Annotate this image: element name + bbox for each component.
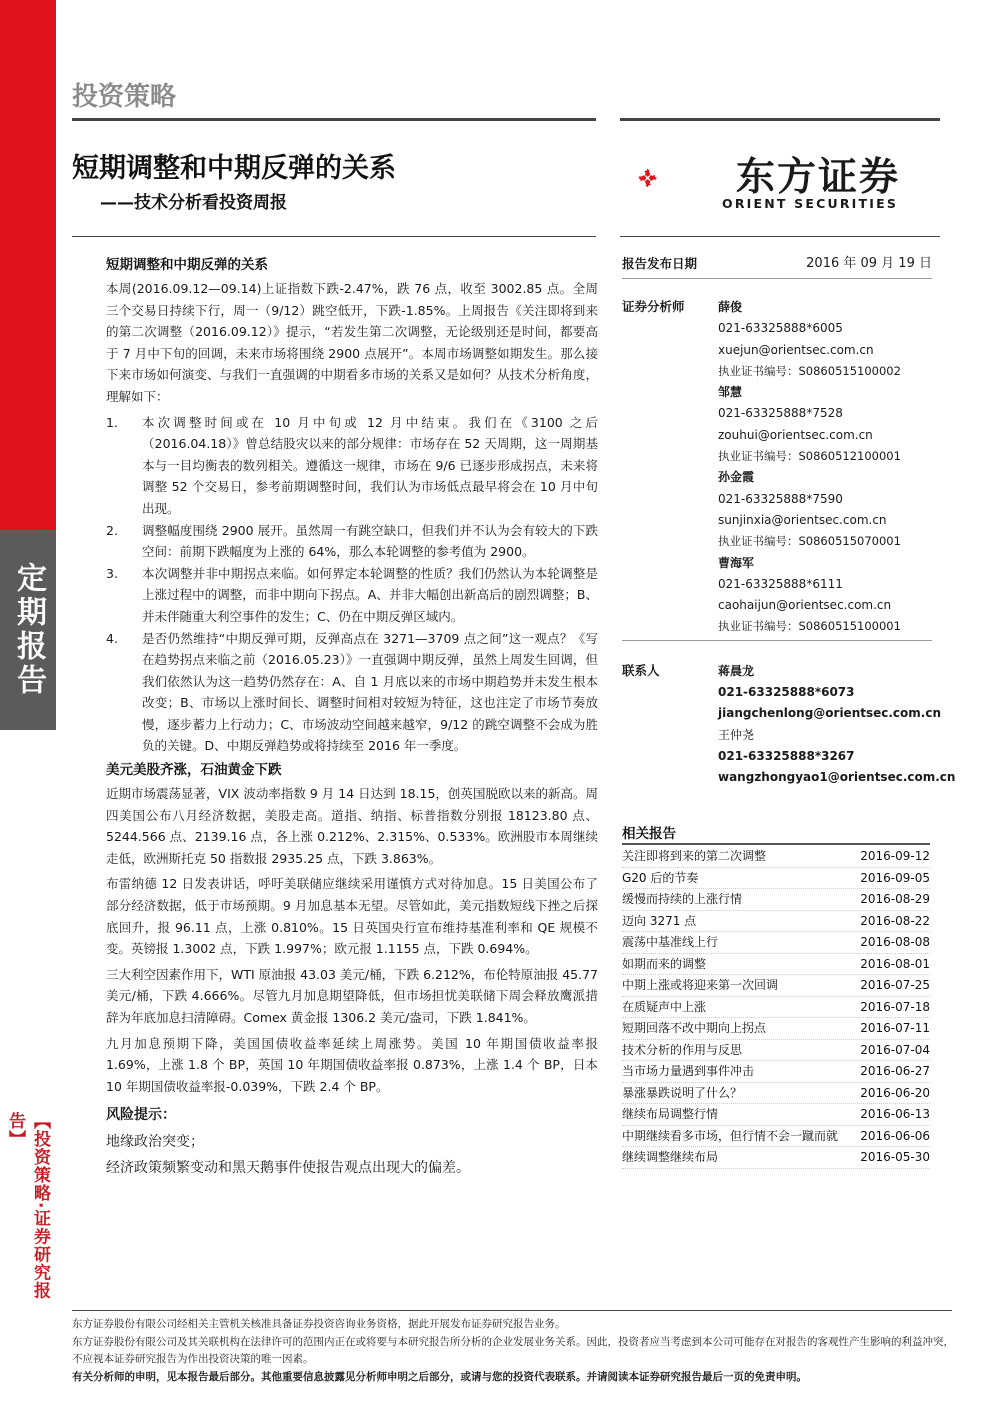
related-report-date: 2016-05-30 <box>860 1150 930 1164</box>
vertical-category-tag: 【投资策略·证券研究报告】 <box>5 1112 50 1300</box>
contact-name: 王仲尧 <box>718 727 755 742</box>
analyst-license: 执业证书编号：S0860515070001 <box>718 534 901 549</box>
related-report-title[interactable]: 当市场力量遇到事件冲击 <box>622 1064 755 1078</box>
related-report-row[interactable] <box>622 1083 930 1105</box>
list-text: 本次调整时间或在 10 月中旬或 12 月中结束。我们在《3100 之后（2016.04.18）》曾总结股灾以来的部分规律：市场存在 52 天周期，这一周期基本与一目均衡表的数列相关。遵循这一规律，市场在 9/6 已逐步形成拐点，未来将调整 52 个交易日，参考前期调整时间，我们认为市场低点最早将会在 10 月中旬出现。 <box>142 414 598 516</box>
related-report-date: 2016-07-25 <box>860 978 930 992</box>
contact-block <box>622 661 956 789</box>
related-report-title[interactable]: 迈向 3271 点 <box>622 913 697 928</box>
side-strip-red <box>0 0 56 530</box>
related-report-row[interactable] <box>622 1147 930 1169</box>
analyst-email[interactable]: sunjinxia@orientsec.com.cn <box>718 512 887 527</box>
report-category: 投资策略 <box>72 82 177 112</box>
related-report-date: 2016-09-12 <box>860 849 930 863</box>
analyst-name: 曹海军 <box>718 555 755 570</box>
header-divider-right <box>620 118 940 121</box>
sidebar <box>622 252 956 789</box>
related-report-title[interactable]: 如期而来的调整 <box>622 956 707 971</box>
report-title: 短期调整和中期反弹的关系 <box>72 153 396 184</box>
section-1-intro: 本周(2016.09.12—09.14)上证指数下跌-2.47%，跌 76 点，收至 3002.85 点。全周三个交易日持续下行，周一（9/12）跳空低开，下跌-1.85%。上周报告《关注即将到来的第二次调整（2016.09.12）》提示，“若发生第二次调整，无论级别还是时间，都要高于 7 月中下旬的回调，未来市场将围绕 2900 点展开”。本周市场调整如期发生。那么接下来市场如何演变、与我们一直强调的中期看多市场的关系又是如何？从技术分析角度，理解如下： <box>106 281 598 404</box>
risk-heading: 风险提示： <box>106 1107 176 1124</box>
footer-line: 东方证券股份有限公司经相关主管机关核准具备证券投资咨询业务资格，据此开展发布证券研究报告业务。 <box>72 1318 566 1330</box>
related-report-date: 2016-07-04 <box>860 1042 930 1057</box>
section-2-paragraph: 九月加息预期下降，美国国债收益率延续上周涨势。美国 10 年期国债收益率报 1.69%，上涨 1.8 个 BP，英国 10 年期国债收益率报 0.873%，上涨 1.4 个 BP，日本 10 年期国债收益率报-0.039%，下跌 2.4 个 BP。 <box>106 1035 598 1094</box>
related-report-date: 2016-09-05 <box>860 870 930 885</box>
analyst-name: 孙金霞 <box>718 470 755 485</box>
section-2-paragraph: 布雷纳德 12 日发表讲话，呼吁美联储应继续采用谨慎方式对待加息。15 日美国公布了部分经济数据，低于市场预期。9 月加息基本无望。尽管如此，美元指数短线下挫之后探底回升，报 96.11 点，上涨 0.810%。15 日英国央行宣布维持基准利率和 QE 规模不变。英镑报 1.3002 点，下跌 1.997%；欧元报 1.1155 点，下跌 0.694%。 <box>106 876 598 957</box>
logo-name: 东方证券 <box>736 155 901 200</box>
related-report-title[interactable]: 暴涨暴跌说明了什么？ <box>622 1085 743 1100</box>
related-report-row[interactable] <box>622 1061 930 1083</box>
related-report-title[interactable]: 继续调整继续布局 <box>622 1150 719 1164</box>
related-report-date: 2016-07-11 <box>860 1021 930 1035</box>
related-report-row[interactable] <box>622 1018 930 1040</box>
publish-date-value: 2016 年 09 月 19 日 <box>806 256 932 271</box>
report-subtitle: ——技术分析看投资周报 <box>100 193 287 213</box>
contact-phone: 021-63325888*6073 <box>718 685 855 700</box>
related-report-title[interactable]: 技术分析的作用与反思 <box>622 1042 743 1057</box>
analyst-divider <box>622 640 932 641</box>
header-divider-left <box>72 118 596 121</box>
related-report-row[interactable] <box>622 1126 930 1148</box>
analyst-phone: 021-63325888*6005 <box>718 321 843 336</box>
list-item <box>106 563 598 628</box>
related-report-date: 2016-08-01 <box>860 956 930 971</box>
viewpoint-list <box>106 412 598 758</box>
related-reports-divider <box>622 843 930 845</box>
related-report-title[interactable]: 中期继续看多市场，但行情不会一蹴而就 <box>622 1128 839 1143</box>
side-vertical-tag <box>5 1112 50 1322</box>
risk-item: 经济政策频繁变动和黑天鹅事件使报告观点出现大的偏差。 <box>106 1160 470 1177</box>
related-report-date: 2016-06-27 <box>860 1064 930 1078</box>
list-number: 2. <box>106 522 118 538</box>
related-report-row[interactable] <box>622 889 930 911</box>
related-reports-title: 相关报告 <box>622 826 676 842</box>
related-report-row[interactable] <box>622 975 930 997</box>
section-2-paragraph: 三大利空因素作用下，WTI 原油报 43.03 美元/桶，下跌 6.212%，布伦特原油报 45.77 美元/桶，下跌 4.666%。尽管九月加息期望降低，但市场担忧美联储下周会释放鹰派措辞为年底加息扫清障碍。Comex 黄金报 1306.2 美元/盎司，下跌 1.841%。 <box>106 966 598 1025</box>
section-2-paragraph: 近期市场震荡显著，VIX 波动率指数 9 月 14 日达到 18.15，创英国脱欧以来的新高。周四美国公布八月经济数据，美股走高。道指、纳指、标普指数分别报 18123.80 点、5244.566 点、2139.16 点，各上涨 0.212%、2.315%、0.533%。欧洲股市本周继续走低，欧洲斯托克 50 指数报 2935.25 点，下跌 3.863%。 <box>106 786 598 866</box>
related-report-date: 2016-06-06 <box>860 1128 930 1143</box>
contact-label: 联系人 <box>622 662 660 678</box>
list-item <box>106 628 598 758</box>
related-report-row[interactable] <box>622 997 930 1019</box>
list-text: 调整幅度围绕 2900 展开。虽然周一有跳空缺口，但我们并不认为会有较大的下跌空间：前期下跌幅度为上涨的 64%，那么本轮调整的参考值为 2900。 <box>142 522 598 560</box>
analyst-email[interactable]: zouhui@orientsec.com.cn <box>718 427 873 442</box>
body-divider-right <box>620 236 940 237</box>
analyst-list <box>718 297 932 638</box>
related-report-row[interactable] <box>622 868 930 890</box>
logo-english-name: ORIENT SECURITIES <box>722 196 899 211</box>
contact-email[interactable]: wangzhongyao1@orientsec.com.cn <box>718 770 956 785</box>
analyst-name: 薛俊 <box>718 300 743 314</box>
related-report-row[interactable] <box>622 1104 930 1126</box>
related-report-title[interactable]: 缓慢而持续的上涨行情 <box>622 892 743 906</box>
publish-date-label: 报告发布日期 <box>622 256 698 271</box>
analyst-license: 执业证书编号：S0860515100001 <box>718 619 901 634</box>
list-number: 3. <box>106 565 118 581</box>
contact-email[interactable]: jiangchenlong@orientsec.com.cn <box>718 706 942 721</box>
related-report-row[interactable] <box>622 846 930 868</box>
analyst-block <box>622 297 932 638</box>
related-report-row[interactable] <box>622 954 930 976</box>
publish-date-row <box>622 252 932 276</box>
analyst-phone: 021-63325888*7590 <box>718 491 843 506</box>
related-report-date: 2016-06-20 <box>860 1085 930 1100</box>
related-report-date: 2016-08-29 <box>860 892 930 906</box>
analyst-phone: 021-63325888*7528 <box>718 406 843 421</box>
main-content <box>106 252 598 1181</box>
footer-disclaimer <box>72 1316 956 1386</box>
related-report-date: 2016-07-18 <box>860 999 930 1014</box>
list-number: 4. <box>106 630 118 646</box>
related-report-title[interactable]: 继续布局调整行情 <box>622 1107 719 1121</box>
related-report-title[interactable]: 关注即将到来的第二次调整 <box>622 849 767 863</box>
analyst-email[interactable]: xuejun@orientsec.com.cn <box>718 342 874 357</box>
list-text: 本次调整并非中期拐点来临。如何界定本轮调整的性质？我们仍然认为本轮调整是上涨过程中的调整，而非中期向下拐点。A、并非大幅创出新高后的剧烈调整；B、并未伴随重大利空事件的发生；C、仍在中期反弹区域内。 <box>142 565 598 624</box>
related-report-row[interactable] <box>622 911 930 933</box>
related-report-title[interactable]: 中期上涨或将迎来第一次回调 <box>622 978 779 992</box>
list-item <box>106 412 598 520</box>
list-text: 是否仍然维持“中期反弹可期，反弹高点在 3271—3709 点之间”这一观点？《写在趋势拐点来临之前（2016.05.23）》一直强调中期反弹，虽然上周发生回调，但我们依然认为这一趋势仍然存在：A、自 1 月底以来的市场中期趋势并未发生根本改变；B、市场以上涨时间长、调整时间相对较短为特征，这也注定了市场节奏放慢，逐步蓄力上行动力；C、市场波动空间越来越窄，9/12 的跳空调整不会成为胜负的关键。D、中期反弹趋势或将持续至 2016 年一季度。 <box>142 630 598 754</box>
related-report-row[interactable] <box>622 1040 930 1062</box>
contact-list <box>718 661 956 789</box>
risk-item: 地缘政治突变； <box>106 1134 204 1151</box>
footer-divider <box>72 1310 952 1311</box>
analyst-label: 证券分析师 <box>622 299 685 314</box>
side-strip-label <box>0 530 56 730</box>
related-report-title[interactable]: 短期回落不改中期向上拐点 <box>622 1021 767 1035</box>
footer-line: 东方证券股份有限公司及其关联机构在法律许可的范围内正在或将要与本研究报告所分析的企业发展业务关系。因此，投资者应当考虑到本公司可能存在对报告的客观性产生影响的利益冲突，不应视本证券研究报告为作出投资决策的唯一因素。 <box>72 1335 954 1365</box>
related-reports-list <box>622 846 930 1169</box>
related-report-date: 2016-06-13 <box>860 1107 930 1121</box>
section-heading-2: 美元美股齐涨，石油黄金下跌 <box>106 762 282 779</box>
related-report-date: 2016-08-22 <box>860 913 930 928</box>
related-report-date: 2016-08-08 <box>860 935 930 949</box>
related-report-row[interactable] <box>622 932 930 954</box>
list-number: 1. <box>106 414 118 430</box>
date-divider <box>622 278 932 279</box>
vertical-report-type: 定期报告 <box>11 562 46 698</box>
section-heading-1: 短期调整和中期反弹的关系 <box>106 257 268 273</box>
analyst-license: 执业证书编号：S0860512100001 <box>718 449 901 464</box>
related-report-title[interactable]: 在质疑声中上涨 <box>622 999 707 1014</box>
footer-line-bold: 有关分析师的申明，见本报告最后部分。其他重要信息披露见分析师申明之后部分，或请与您的投资代表联系。并请阅读本证券研究报告最后一页的免责申明。 <box>72 1370 807 1383</box>
analyst-phone: 021-63325888*6111 <box>718 576 843 591</box>
analyst-email[interactable]: caohaijun@orientsec.com.cn <box>718 598 892 613</box>
list-item <box>106 520 598 563</box>
analyst-name: 邹慧 <box>718 385 743 400</box>
related-report-title[interactable]: G20 后的节奏 <box>622 870 699 885</box>
body-divider-left <box>72 236 596 237</box>
analyst-license: 执业证书编号：S0860515100002 <box>718 363 901 378</box>
contact-phone: 021-63325888*3267 <box>718 748 855 763</box>
related-report-title[interactable]: 震荡中基准线上行 <box>622 935 719 949</box>
contact-name: 蒋晨龙 <box>718 663 755 678</box>
orient-securities-logo-icon <box>636 142 718 214</box>
